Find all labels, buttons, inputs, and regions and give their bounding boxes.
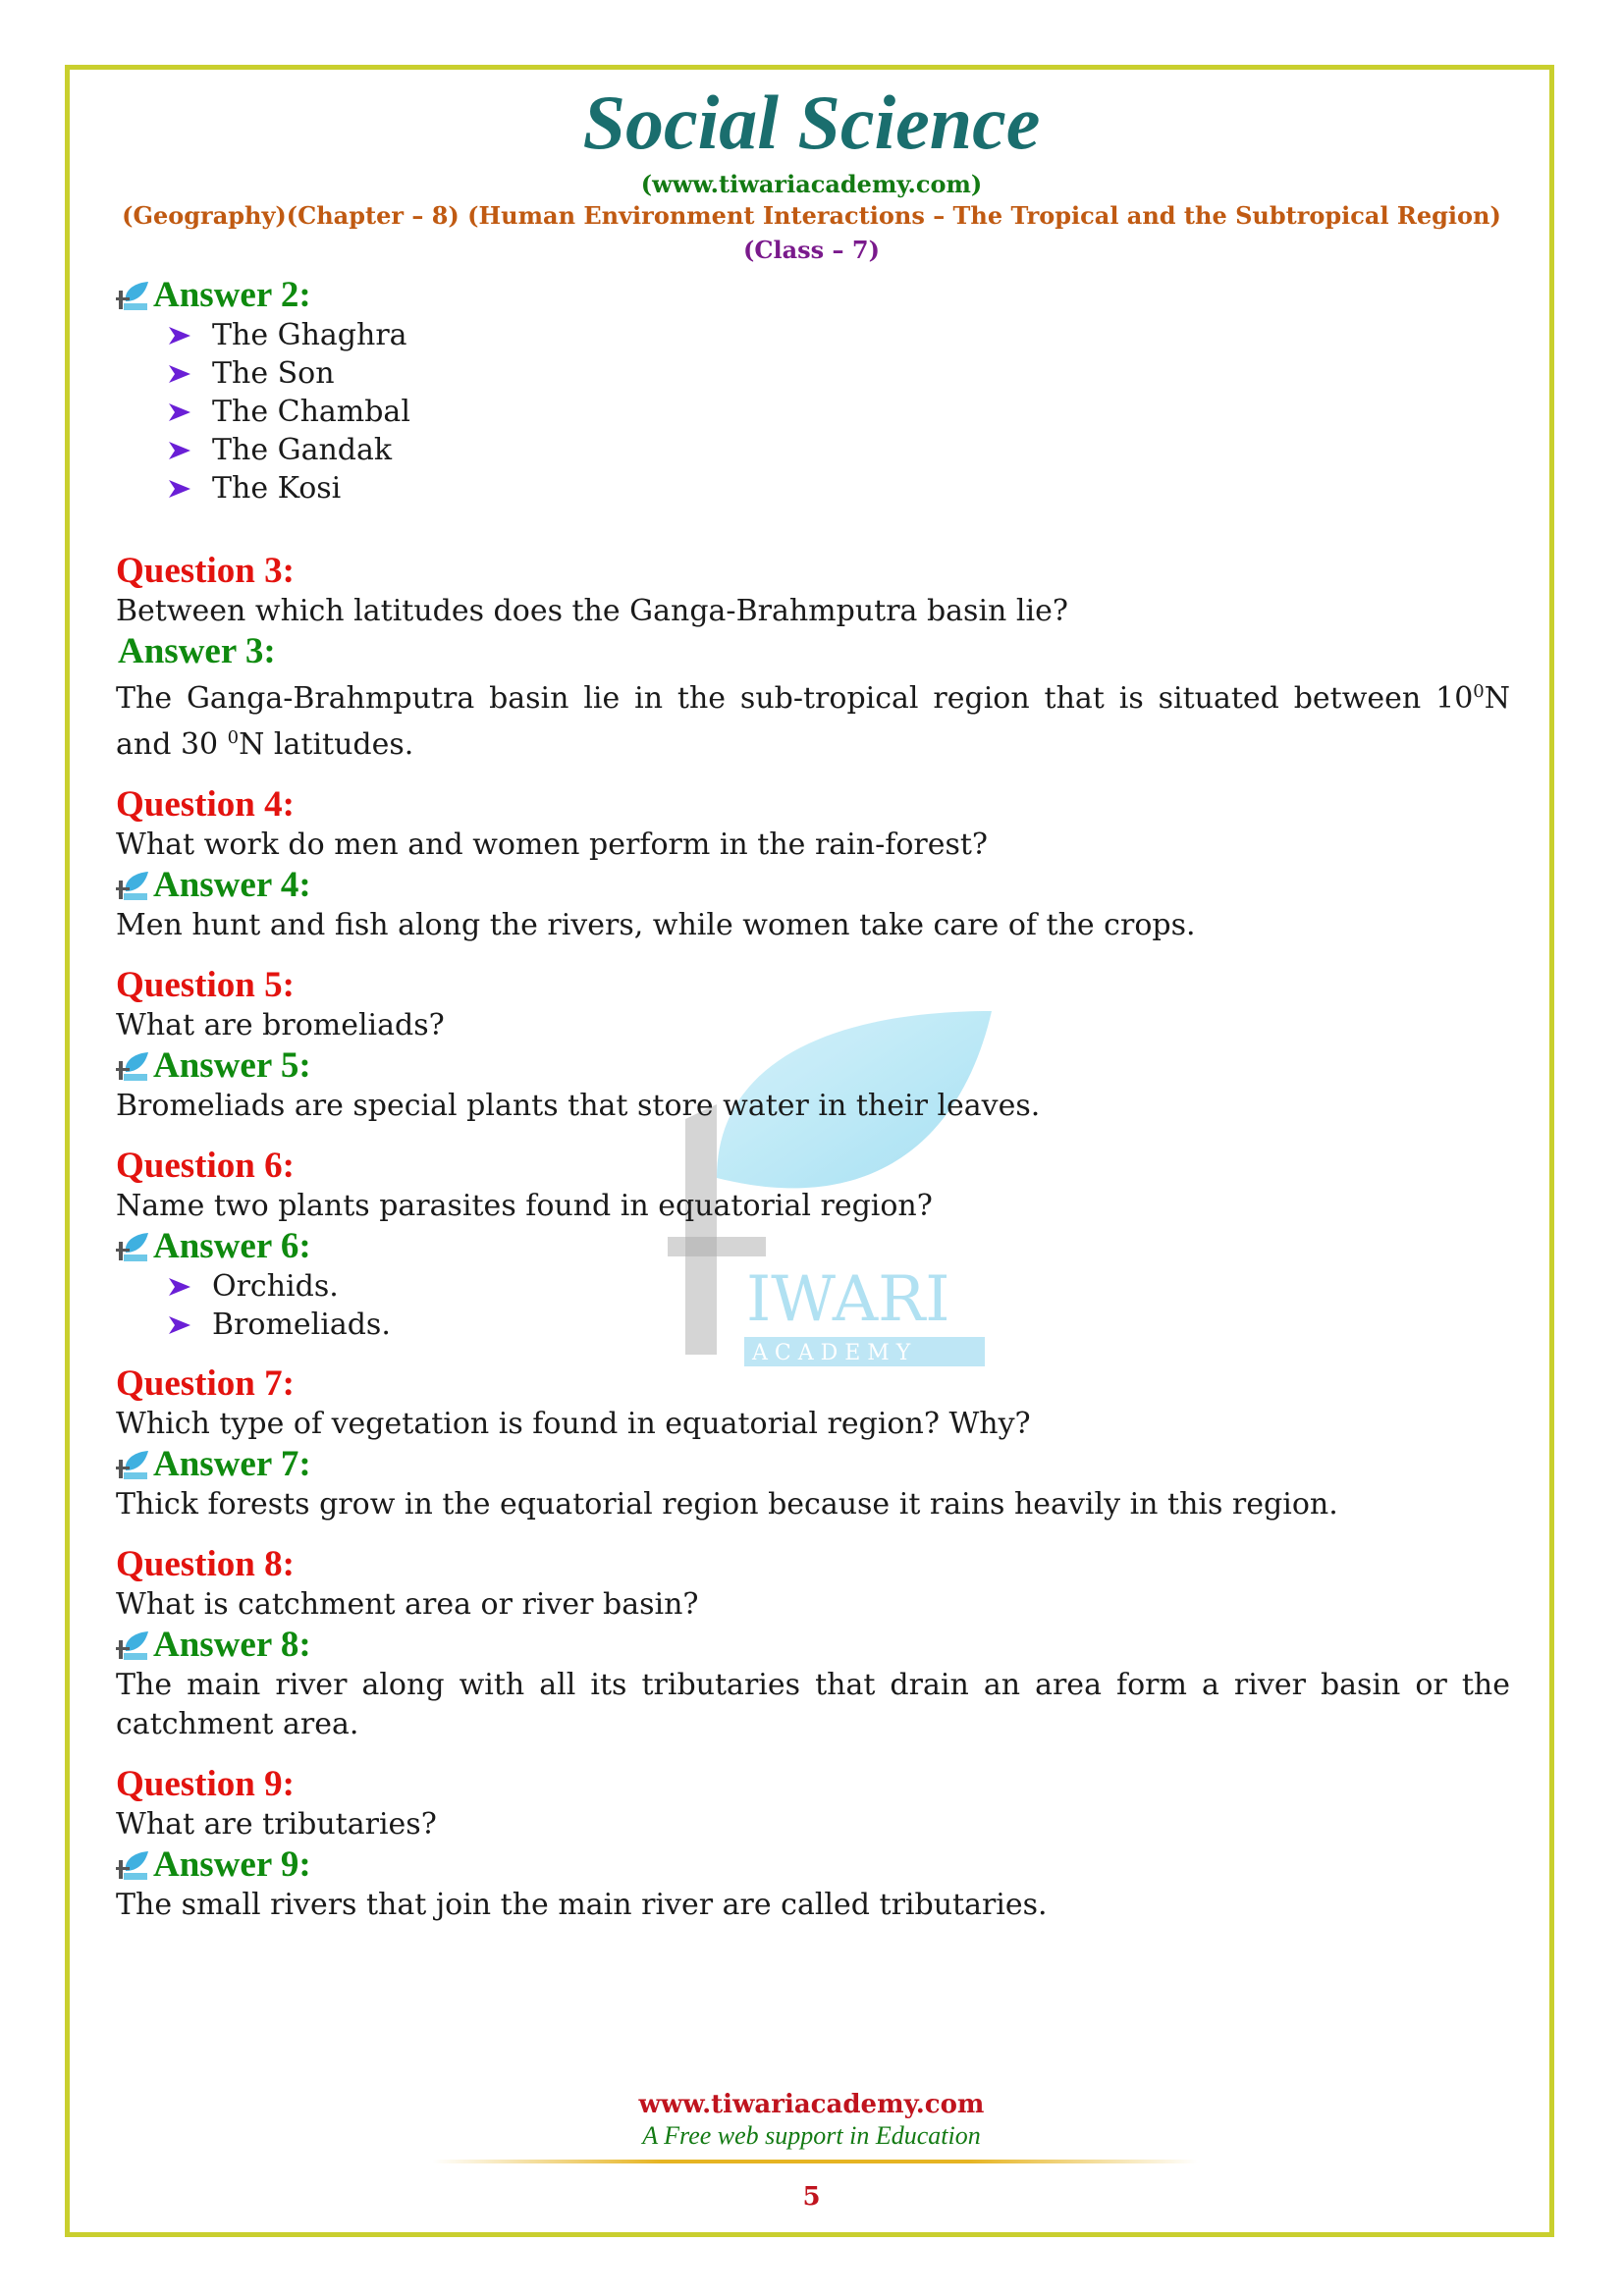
footer-website-link[interactable]: www.tiwariacademy.com <box>638 2090 985 2119</box>
question-8-block <box>116 1544 1510 1744</box>
answer-heading <box>116 1226 1510 1267</box>
list-item <box>167 354 1510 393</box>
answer-label: Answer 5: <box>153 1045 311 1086</box>
river-list <box>116 316 1510 507</box>
arrow-bullet-icon <box>167 363 192 385</box>
list-item-text: The Ghaghra <box>212 318 407 352</box>
parasite-list <box>116 1267 1510 1344</box>
list-item-text: The Kosi <box>212 471 342 506</box>
answer-label: Answer 3: <box>118 631 276 671</box>
arrow-bullet-icon <box>167 325 192 347</box>
question-5-block <box>116 965 1510 1126</box>
answer-label: Answer 9: <box>153 1844 311 1885</box>
question-6-block <box>116 1146 1510 1344</box>
footer-divider <box>432 2160 1198 2163</box>
class-label: (Class – 7) <box>743 236 880 264</box>
answer-label: Answer 6: <box>153 1226 311 1266</box>
question-4-block <box>116 784 1510 945</box>
tiwari-logo-icon <box>116 1449 149 1480</box>
tiwari-logo-icon <box>116 1849 149 1881</box>
chapter-heading: (Geography)(Chapter – 8) (Human Environment Interactions – The Tropical and the Subtropical Region) <box>122 201 1501 230</box>
arrow-bullet-icon <box>167 440 192 461</box>
answer-heading <box>116 865 1510 906</box>
answer-2-block <box>116 275 1510 507</box>
answer-label: Answer 8: <box>153 1625 311 1665</box>
list-item-text: The Son <box>212 356 335 391</box>
tiwari-logo-icon <box>116 280 149 311</box>
answer-heading <box>116 1625 1510 1666</box>
list-item <box>167 431 1510 469</box>
question-label: Question 6: <box>116 1146 295 1186</box>
tiwari-logo-icon <box>116 1050 149 1082</box>
question-label: Question 5: <box>116 965 295 1005</box>
content <box>116 275 1510 1945</box>
arrow-bullet-icon <box>167 1314 192 1336</box>
list-item <box>167 469 1510 507</box>
tiwari-logo-icon <box>116 1629 149 1661</box>
question-text: What work do men and women perform in the rain-forest? <box>116 828 989 862</box>
footer-tagline: A Free web support in Education <box>642 2121 981 2150</box>
question-label: Question 4: <box>116 784 295 825</box>
list-item-text: Orchids. <box>212 1269 339 1304</box>
tiwari-logo-icon <box>116 870 149 901</box>
list-item <box>167 1267 1510 1306</box>
arrow-bullet-icon <box>167 401 192 423</box>
page-number: 5 <box>802 2182 821 2212</box>
answer-heading <box>116 1045 1510 1087</box>
page-title: Social Science <box>582 80 1041 165</box>
answer-text: Bromeliads are special plants that store water in their leaves. <box>116 1089 1041 1123</box>
header-website: (www.tiwariacademy.com) <box>640 170 983 198</box>
answer-text: The small rivers that join the main river are called tributaries. <box>116 1888 1048 1922</box>
question-label: Question 3: <box>116 551 295 591</box>
question-3-block <box>116 551 1510 765</box>
answer-heading <box>116 1844 1510 1886</box>
question-text: Between which latitudes does the Ganga-Brahmputra basin lie? <box>116 594 1068 628</box>
list-item-text: The Chambal <box>212 395 410 429</box>
answer-label: Answer 4: <box>153 865 311 905</box>
answer-text: Men hunt and fish along the rivers, while women take care of the crops. <box>116 908 1196 942</box>
question-text: What are tributaries? <box>116 1807 437 1842</box>
tiwari-logo-icon <box>116 1231 149 1262</box>
answer-heading <box>116 631 1510 672</box>
arrow-bullet-icon <box>167 478 192 500</box>
list-item-text: The Gandak <box>212 433 393 467</box>
question-text: Name two plants parasites found in equatorial region? <box>116 1189 933 1223</box>
answer-label: Answer 7: <box>153 1444 311 1484</box>
answer-text: The main river along with all its tributaries that drain an area form a river basin or the catchment area. <box>116 1668 1510 1741</box>
question-9-block <box>116 1764 1510 1925</box>
list-item <box>167 316 1510 354</box>
arrow-bullet-icon <box>167 1276 192 1298</box>
question-label: Question 8: <box>116 1544 295 1584</box>
watermark-subtext: A C A D E M Y <box>752 1341 911 1365</box>
list-item <box>167 1306 1510 1344</box>
question-label: Question 9: <box>116 1764 295 1804</box>
question-text: What is catchment area or river basin? <box>116 1587 699 1622</box>
watermark-text: IWARI <box>746 1263 950 1336</box>
question-text: What are bromeliads? <box>116 1008 445 1042</box>
question-text: Which type of vegetation is found in equatorial region? Why? <box>116 1407 1031 1441</box>
question-label: Question 7: <box>116 1363 295 1404</box>
answer-heading <box>116 1444 1510 1485</box>
list-item-text: Bromeliads. <box>212 1308 391 1342</box>
answer-text: The Ganga-Brahmputra basin lie in the sub-tropical region that is situated between $10^0N$ and 30 $^0$N latitudes. <box>116 681 1510 762</box>
answer-heading <box>116 275 1510 316</box>
list-item <box>167 393 1510 431</box>
question-7-block <box>116 1363 1510 1524</box>
answer-text: Thick forests grow in the equatorial region because it rains heavily in this region. <box>116 1487 1338 1522</box>
answer-label: Answer 2: <box>153 275 311 315</box>
